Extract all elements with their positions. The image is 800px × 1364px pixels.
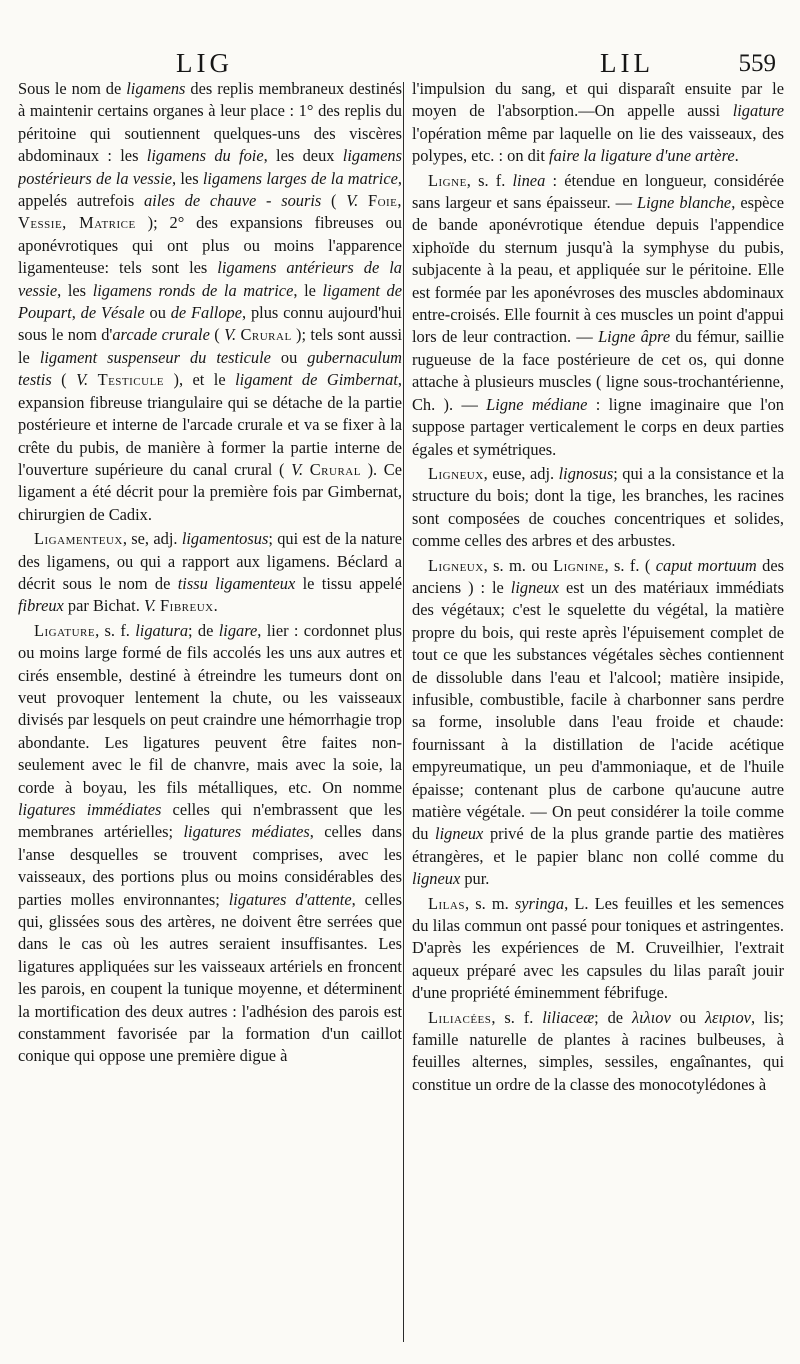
entry-text: le tissu appelé — [295, 573, 402, 593]
entry-text: ), et le — [164, 370, 236, 390]
italic-term: ligneux — [412, 869, 461, 889]
entry-text: ; de — [594, 1007, 632, 1027]
left-column — [18, 78, 402, 1348]
italic-term: V. — [224, 325, 237, 345]
italic-term: ligare — [218, 620, 258, 640]
running-head-left: LIG — [176, 48, 233, 78]
italic-term: λειριον — [704, 1007, 751, 1027]
italic-term: ligatura — [135, 620, 189, 640]
entry-text: par Bichat. — [63, 596, 144, 616]
entry-text: Sous le nom de — [18, 79, 127, 98]
headword: Lignine — [553, 555, 605, 575]
entry-text: , s. m. — [464, 893, 515, 913]
italic-term: caput mortuum — [655, 555, 757, 575]
entry-text: , les deux — [263, 146, 343, 166]
entry-text: ; qui est de la nature des ligamens, ou qui a rapport aux ligamens. Béclard a décrit sous le nom de — [18, 529, 402, 593]
entry-text: , espèce de bande aponévrotique étendue depuis l'appendice xiphoïde du sternum jusqu'à la symphyse du pubis, subjacente à la peau, et appliquée sur le péritoine. Elle est formée par les aponévroses des muscles abdominaux entre-croisés. Elle fournit à ces muscles un point d'appui lors de leur contraction. — — [412, 193, 784, 347]
entry-text: ); tels sont aussi le — [18, 325, 402, 367]
entry-text: . — [213, 596, 218, 616]
italic-term: ligamens antérieurs de la vessie — [18, 258, 402, 300]
entry-text: : ligne imaginaire que l'on suppose partager verticalement le corps en deux parties égales et symétriques. — [412, 394, 784, 459]
italic-term: linea — [512, 170, 546, 190]
italic-term: ligamens — [126, 79, 186, 98]
entry-text: ( — [321, 191, 347, 211]
entry-text: , s. f. — [491, 1007, 543, 1027]
entry-text: est un des matériaux immédiats des végétaux; c'est le squelette du végétal, la matière propre du bois, qui reste après l'épuisement complet de tout ce que les substances végétales sèches contiennent de dissoluble dans l'eau et l'alcool; matière insipide, infusible, combustible, facile à charbonner sans perdre sa forme, insoluble dans l'eau froide et chaude: fournissant à la distillation de l'acide acétique empyreumatique, un peu d'ammoniaque, et de l'huile épaisse; contenant plus de carbone qu'aucune autre matière végétale. — On peut considérer la toile comme du — [412, 577, 784, 844]
italic-term: ligamentosus — [181, 529, 269, 549]
entry-text: , lis; famille naturelle de plantes à racines bulbeuses, à feuilles alternes, simples, sessiles, engaînantes, qui constitue un ordre de la classe des monocotylédones à — [412, 1007, 784, 1094]
dictionary-entry — [412, 170, 784, 461]
italic-term: syringa — [514, 893, 565, 913]
italic-term: faire la ligature d'une artère — [549, 146, 735, 166]
headword: Fibreux — [160, 596, 214, 616]
entry-text: : étendue en longueur, considérée sans largeur et sans épaisseur. — — [412, 170, 784, 213]
headword: Ligne — [428, 170, 467, 190]
entry-text: , s. m. ou — [483, 555, 554, 575]
entry-text — [303, 460, 310, 479]
entry-text: . — [734, 146, 739, 166]
page-number: 559 — [738, 50, 776, 77]
running-head-right: LIL — [600, 48, 654, 78]
entry-text: ( — [51, 370, 77, 390]
italic-term: V. — [76, 370, 89, 390]
entry-text: , se, adj. — [122, 529, 182, 549]
italic-term: de Fallope — [170, 303, 243, 323]
italic-term: tissu ligamenteux — [177, 573, 296, 593]
entry-text: ; qui a la consistance et la structure du bois; dont la tige, les branches, les racines sont composées de couches concentriques et solides, comme celles des arbres et des arbustes. — [412, 463, 784, 551]
entry-text: , s. f. ( — [604, 555, 656, 575]
entry-text: , expansion fibreuse triangulaire qui se détache de la partie postérieure et interne de l'arcade crurale et va se fixer à la crête du pubis, de manière à former la partie interne de l'ouverture supérieure du canal crural ( — [18, 370, 402, 479]
headword: Testicule — [97, 370, 165, 390]
headword: Crural — [309, 459, 361, 479]
italic-term: lignosus — [558, 463, 614, 483]
entry-text: , — [71, 303, 81, 323]
italic-term: de Vésale — [80, 303, 145, 323]
entry-text: ou — [144, 303, 171, 323]
entry-text: des anciens ) : le — [412, 555, 784, 597]
entry-text: , plus connu aujourd'hui sous le nom d' — [18, 303, 402, 345]
italic-term: ligamens du foie — [146, 146, 264, 166]
italic-term: ligament de Gimbernat — [235, 370, 398, 390]
italic-term: ligamens larges de la matrice — [202, 168, 398, 188]
dictionary-entry — [412, 555, 784, 891]
entry-text: , euse, adj. — [483, 463, 559, 483]
dictionary-entry — [18, 528, 402, 618]
right-column — [412, 78, 784, 1348]
entry-text: ( — [209, 325, 225, 345]
entry-text: , les — [171, 168, 203, 188]
entry-continuation — [18, 78, 402, 526]
italic-term: ligamens postérieurs de la vessie — [18, 146, 402, 188]
italic-term: gubernaculum testis — [18, 347, 402, 390]
entry-text: l'impulsion du sang, et qui disparaît ensuite par le moyen de l'absorption.—On appelle aussi — [412, 79, 784, 121]
entry-text: des replis membraneux destinés à maintenir certains organes à leur place : 1° des replis du péritoine qui soutiennent quelques-uns des viscères abdominaux : les — [18, 79, 402, 166]
italic-term: ligature — [732, 101, 784, 121]
entry-text: celles qui n'embrassent que les membranes artérielles; — [18, 800, 402, 842]
italic-term: Ligne blanche — [636, 193, 732, 213]
entry-text: du fémur, saillie rugueuse de la face postérieure de cet os, qui donne attache à plusieurs muscles ( ligne sous-trochantérienne, Ch. ). — — [412, 327, 784, 414]
entry-text: , le — [293, 280, 323, 300]
entry-text: ou — [270, 347, 308, 367]
italic-term: ligament de Poupart — [18, 280, 402, 323]
entry-text: ou — [670, 1007, 705, 1027]
entry-text: , celles dans l'anse desquelles se trouvent comprises, avec les vaisseaux, des portions plus ou moins considérables des parties molles environnantes; — [18, 822, 402, 909]
italic-term: V. — [346, 191, 359, 211]
italic-term: arcade crurale — [112, 325, 210, 345]
italic-term: Ligne médiane — [486, 394, 588, 414]
italic-term: ligatures d'attente — [228, 889, 352, 909]
entry-text: , les — [57, 280, 93, 300]
entry-text: privé de la plus grande partie des matières étrangères, et le papier blanc non collé comme du — [412, 824, 784, 866]
dictionary-entry — [412, 1007, 784, 1097]
column-divider — [403, 82, 404, 1342]
entry-text: , lier : cordonnet plus ou moins large formé de fils accolés les uns aux autres et cirés ensemble, destiné à étreindre les tumeurs dont on veut provoquer lentement la chute, ou les vaisseaux divisés par lesquels on peut craindre une hémorrhagie trop abondante. Les ligatures peuvent être faites non-seulement avec le fil de chanvre, mais avec la soie, la corde à boyau, les fils métalliques, etc. On nomme — [18, 620, 402, 797]
entry-text: , L. Les feuilles et les semences du lilas commun ont passé pour toniques et astringentes. D'après les expériences de M. Cruveilhier, l'extrait aqueux préparé avec les capsules du lilas paraît jouir d'une propriété éminemment fébrifuge. — [412, 893, 784, 1003]
italic-term: ligatures immédiates — [18, 800, 162, 819]
entry-continuation — [412, 78, 784, 168]
dictionary-entry — [18, 620, 402, 1068]
entry-text — [358, 191, 368, 210]
italic-term: ligament suspenseur du testicule — [39, 347, 271, 367]
italic-term: V. — [143, 596, 156, 616]
entry-text: , s. f. — [95, 620, 136, 640]
headword: Ligature — [34, 620, 96, 640]
entry-text — [88, 370, 97, 389]
dictionary-entry — [412, 463, 784, 553]
entry-text: ). Ce ligament a été décrit pour la première fois par Gimbernat, chirurgien de Cadix. — [18, 459, 402, 524]
entry-text: l'opération même par laquelle on lie des vaisseaux, des polypes, etc. : on dit — [412, 123, 784, 166]
italic-term: λιλιον — [631, 1007, 671, 1027]
entry-text: , appelés autrefois — [18, 168, 402, 211]
entry-text: , celles qui, glissées sous des artères, ne doivent être serrées que dans le cas où les autres seraient insuffisantes. Les ligatures appliquées sur les vaisseaux artériels en froncent les parois, en coupent la tunique moyenne, et déterminent la mortification des deux autres : l'adhésion des parois est constamment favorisée par la formation d'un caillot conique qui oppose une première digue à — [18, 889, 402, 1066]
italic-term: ligatures médiates — [183, 822, 310, 842]
headword: Crural — [240, 325, 292, 345]
italic-term: ailes de chauve - souris — [143, 191, 322, 211]
headword: Foie, Vessie, Matrice — [18, 191, 402, 233]
italic-term: liliaceæ — [542, 1007, 595, 1027]
entry-text: pur. — [460, 869, 490, 889]
entry-text: ); 2° des expansions fibreuses ou aponévrotiques qui ont plus ou moins l'apparence ligamenteuse: tels sont les — [18, 213, 402, 278]
italic-term: ligneux — [435, 824, 484, 844]
headword: Liliacées — [428, 1007, 492, 1027]
dictionary-entry — [412, 893, 784, 1005]
italic-term: fibreux — [18, 596, 64, 616]
italic-term: V. — [291, 459, 304, 479]
headword: Lilas — [428, 893, 465, 913]
italic-term: Ligne âpre — [598, 327, 671, 347]
italic-term: ligamens ronds de la matrice — [92, 280, 294, 300]
entry-text: , s. f. — [466, 170, 513, 190]
headword: Ligneux — [428, 555, 484, 575]
italic-term: ligneux — [510, 577, 560, 597]
headword: Ligneux — [428, 463, 484, 483]
entry-text: ; de — [188, 620, 219, 640]
headword: Ligamenteux — [34, 529, 123, 549]
